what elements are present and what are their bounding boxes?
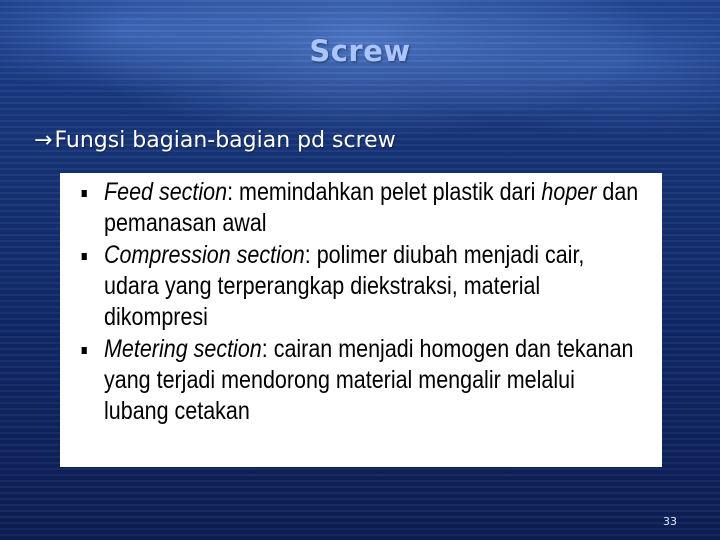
bullet-item-feed-section (104, 177, 644, 239)
bullet-emphasis: hoper (541, 178, 597, 206)
slide-title: Screw (309, 34, 411, 68)
bullet-marker-icon (82, 253, 87, 260)
content-box (60, 173, 662, 467)
bullet-item-metering-section (104, 334, 644, 427)
arrow-right-icon: → (34, 128, 53, 153)
subheading (34, 128, 396, 153)
bullet-text: : cairan menjadi homogen dan tekanan yang terjadi mendorong material mengalir melalui lubang cetakan (104, 335, 634, 425)
bullet-text: : polimer diubah menjadi cair, udara yang terperangkap diekstraksi, material dikompresi (104, 241, 585, 331)
bullet-marker-icon (82, 347, 87, 354)
bullet-list (104, 177, 648, 427)
bullet-term: Feed section (104, 178, 228, 206)
bullet-item-compression-section (104, 240, 644, 333)
bullet-text-end: dan pemanasan awal (104, 178, 639, 237)
bullet-marker-icon (82, 190, 87, 197)
subheading-text: Fungsi bagian-bagian pd screw (54, 128, 396, 153)
bullet-term: Compression section (104, 241, 305, 269)
bullet-text: : memindahkan pelet plastik dari (227, 178, 542, 206)
page-number: 33 (663, 515, 677, 528)
bullet-term: Metering section (104, 335, 262, 363)
